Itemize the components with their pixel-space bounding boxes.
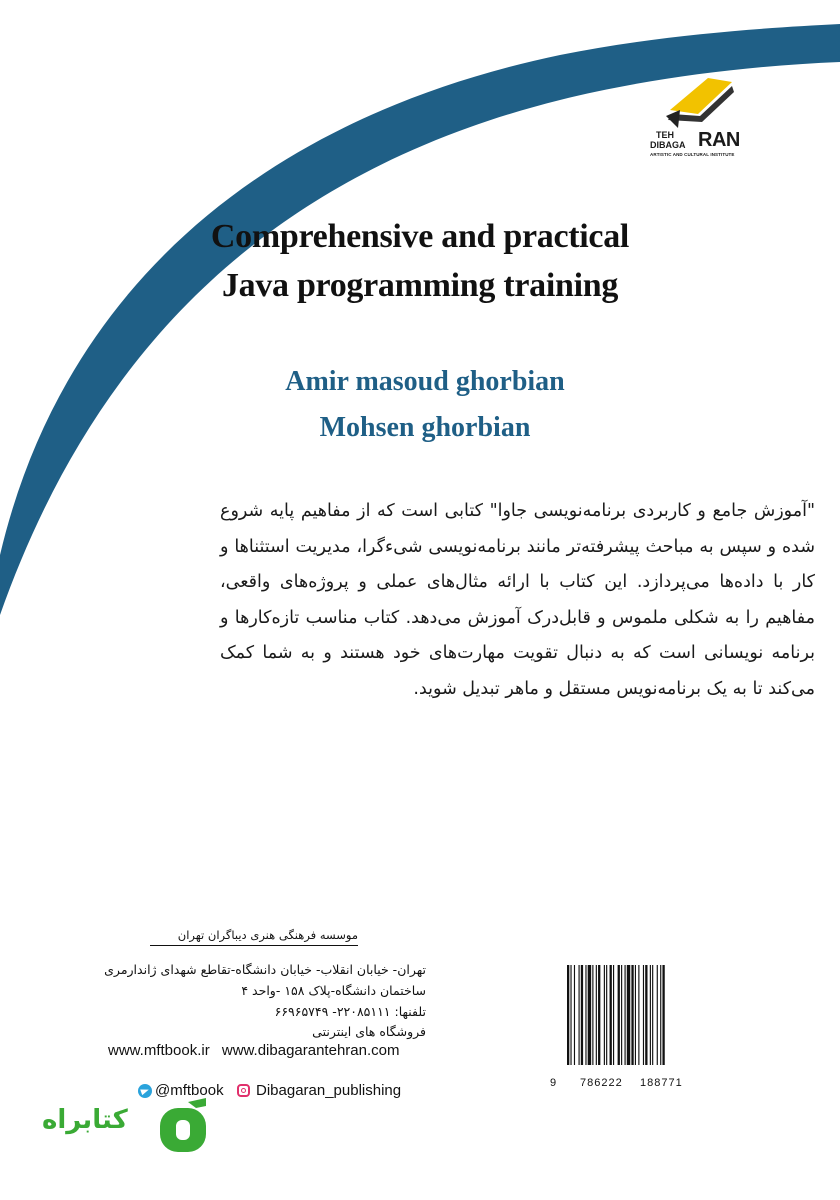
barcode-bar bbox=[621, 965, 622, 1065]
barcode-bar bbox=[598, 965, 600, 1065]
instagram-icon bbox=[237, 1084, 250, 1097]
barcode-bar bbox=[592, 965, 593, 1065]
author-name-1: Amir masoud ghorbian bbox=[285, 366, 565, 397]
barcode-bar bbox=[610, 965, 612, 1065]
isbn-group-1: 786222 bbox=[580, 1077, 623, 1089]
publisher-phone: تلفنها: ۲۲۰۸۵۱۱۱- ۶۶۹۶۵۷۴۹ bbox=[274, 1004, 426, 1019]
barcode-bar bbox=[657, 965, 658, 1065]
barcode-bar bbox=[618, 965, 620, 1065]
website-mftbook-link[interactable]: www.mftbook.ir bbox=[108, 1042, 210, 1059]
barcode-bar bbox=[662, 965, 664, 1065]
barcode-bar bbox=[635, 965, 636, 1065]
instagram-handle-text: Dibagaran_publishing bbox=[256, 1082, 402, 1099]
publisher-name: موسسه فرهنگی هنری دیباگران تهران bbox=[150, 928, 358, 946]
barcode-bar bbox=[581, 965, 583, 1065]
isbn-prefix: 9 bbox=[550, 1077, 557, 1089]
barcode-bar bbox=[588, 965, 591, 1065]
barcode-bar bbox=[585, 965, 586, 1065]
logo-ran-text: RAN bbox=[698, 129, 740, 151]
barcode-bar bbox=[613, 965, 614, 1065]
logo-teh-text: TEH bbox=[656, 130, 674, 140]
barcode-bar bbox=[570, 965, 571, 1065]
ketabrah-store-name: کتابراه bbox=[42, 1105, 128, 1135]
telegram-handle-text: @mftbook bbox=[155, 1082, 224, 1099]
book-description: "آموزش جامع و کاربردی برنامه‌نویسی جاوا" کتابی است که از مفاهیم پایه شروع شده و سپس به مباحث پیشرفته‌تر مانند برنامه‌نویسی شیءگرا، مدیریت استثناها و کار با داده‌ها می‌پردازد. این کتاب با ارائه مثال‌های عملی و پروژه‌های واقعی، مفاهیم را به شکلی ملموس و قابل‌درک آموزش می‌دهد. کتاب مناسب تازه‌کارها و برنامه نویسانی است که به دنبال تقویت مهارت‌های خود هستند و به شما کمک می‌کند تا به یک برنامه‌نویس مستقل و ماهر تبدیل شوید. bbox=[220, 501, 815, 699]
barcode-bar bbox=[606, 965, 607, 1065]
barcode-bar bbox=[660, 965, 661, 1065]
barcode-bar bbox=[650, 965, 651, 1065]
book-title-line1: Comprehensive and practical bbox=[210, 218, 630, 255]
barcode-bar bbox=[574, 965, 575, 1065]
barcode-bar bbox=[627, 965, 630, 1065]
logo-dibaga-text: DIBAGA bbox=[650, 140, 686, 150]
websites bbox=[108, 1042, 407, 1059]
online-stores-label: فروشگاه های اینترنتی bbox=[312, 1024, 426, 1039]
barcode-bar bbox=[596, 965, 597, 1065]
barcode-bar bbox=[604, 965, 605, 1065]
barcode-bar bbox=[579, 965, 580, 1065]
publisher-address-line1: تهران- خیابان انقلاب- خیابان دانشگاه-تقاطع شهدای ژاندارمری bbox=[104, 962, 426, 977]
barcode-bar bbox=[625, 965, 626, 1065]
isbn-barcode bbox=[565, 965, 700, 1065]
author-name-2: Mohsen ghorbian bbox=[319, 412, 531, 443]
instagram-handle[interactable] bbox=[237, 1082, 401, 1099]
logo-subtitle: ARTISTIC AND CULTURAL INSTITUTE bbox=[650, 152, 735, 157]
website-dibagaran-link[interactable]: www.dibagarantehran.com bbox=[221, 1042, 400, 1059]
barcode-bar bbox=[567, 965, 569, 1065]
barcode-bar bbox=[631, 965, 633, 1065]
barcode-bar bbox=[645, 965, 647, 1065]
book-title-line2: Java programming training bbox=[221, 267, 619, 304]
barcode-bar bbox=[643, 965, 644, 1065]
barcode-bar bbox=[652, 965, 653, 1065]
barcode-bar bbox=[638, 965, 639, 1065]
publisher-address-line2: ساختمان دانشگاه-پلاک ۱۵۸ -واحد ۴ bbox=[241, 983, 426, 998]
isbn-group-2: 188771 bbox=[640, 1077, 683, 1089]
